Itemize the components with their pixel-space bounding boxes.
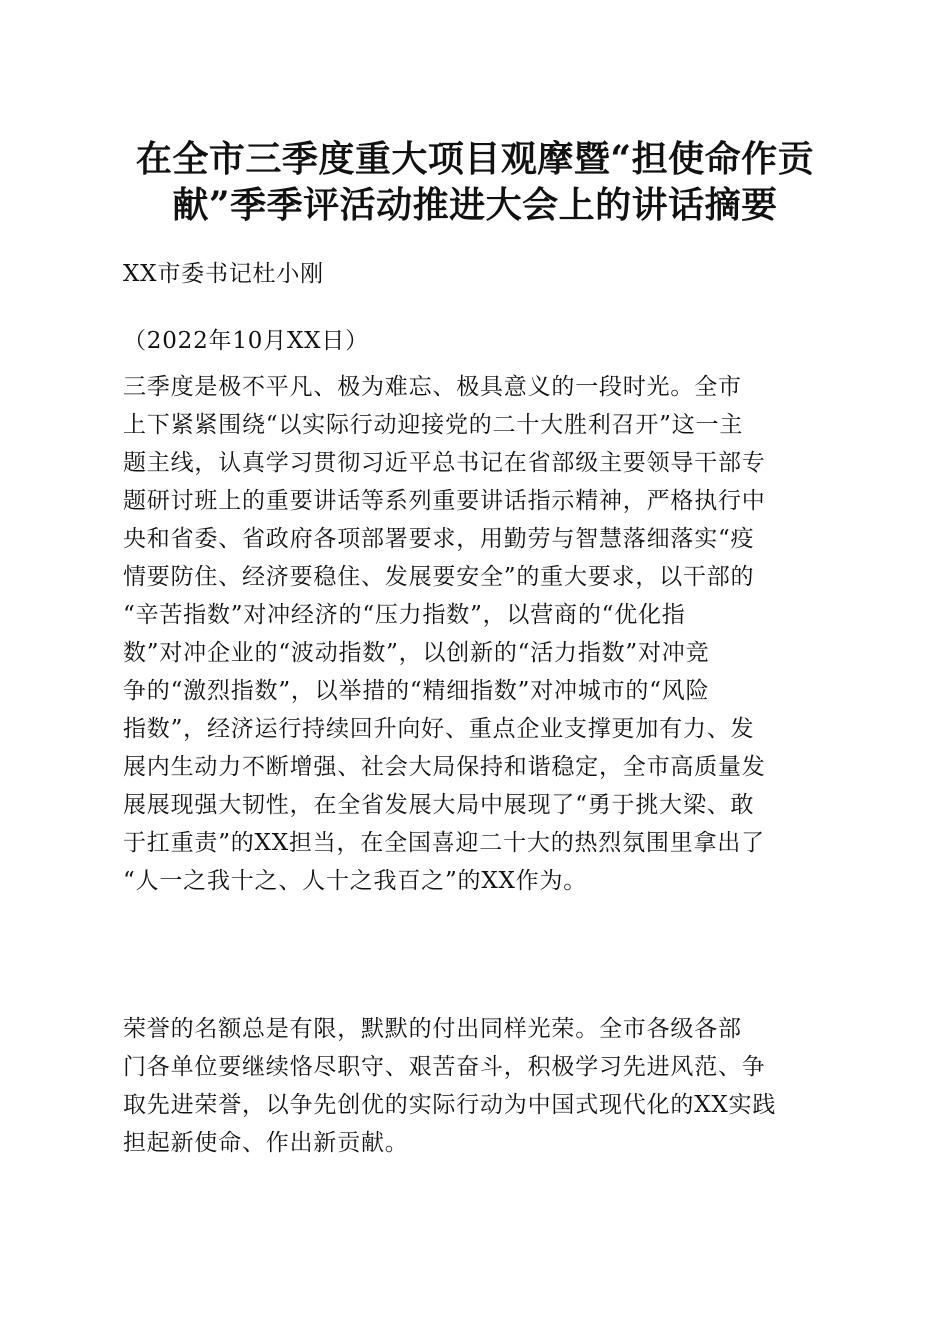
speech-date: （2022年10月XX日） bbox=[123, 328, 369, 354]
paragraph-2-line-1: 荣誉的名额总是有限，默默的付出同样光荣。全市各级各部 bbox=[123, 1016, 742, 1042]
paragraph-2-line-4: 担起新使命、作出新贡献。 bbox=[123, 1130, 409, 1156]
paragraph-1-line-4: 题研讨班上的重要讲话等系列重要讲话指示精神，严格执行中 bbox=[123, 488, 766, 514]
paragraph-1-line-13: 于扛重责”的XX担当，在全国喜迎二十大的热烈氛围里拿出了 bbox=[123, 830, 765, 856]
paragraph-1-line-5: 央和省委、省政府各项部署要求，用勤劳与智慧落细落实“疫 bbox=[123, 526, 755, 552]
author-byline: XX市委书记杜小刚 bbox=[123, 261, 324, 287]
paragraph-2-line-3: 取先进荣誉，以争先创优的实际行动为中国式现代化的XX实践 bbox=[123, 1092, 777, 1118]
paragraph-2 bbox=[123, 1010, 827, 1162]
title-line-1: 在全市三季度重大项目观摩暨“担使命作贡 bbox=[135, 138, 815, 180]
paragraph-1-line-7: “辛苦指数”对冲经济的“压力指数”，以营商的“优化指 bbox=[123, 602, 686, 628]
paragraph-1-line-11: 展内生动力不断增强、社会大局保持和谐稳定，全市高质量发 bbox=[123, 754, 766, 780]
paragraph-1-line-8: 数”对冲企业的“波动指数”，以创新的“活力指数”对冲竞 bbox=[123, 640, 710, 666]
paragraph-1-line-12: 展展现强大韧性，在全省发展大局中展现了“勇于挑大梁、敢 bbox=[123, 792, 755, 818]
paragraph-1-line-2: 上下紧紧围绕“以实际行动迎接党的二十大胜利召开”这一主 bbox=[123, 412, 744, 438]
paragraph-1-line-3: 题主线，认真学习贯彻习近平总书记在省部级主要领导干部专 bbox=[123, 450, 766, 476]
paragraph-1-line-1: 三季度是极不平凡、极为难忘、极具意义的一段时光。全市 bbox=[123, 374, 742, 400]
paragraph-1-line-6: 情要防住、经济要稳住、发展要安全”的重大要求，以干部的 bbox=[123, 564, 755, 590]
paragraph-1 bbox=[123, 368, 827, 900]
paragraph-1-line-14: “人一之我十之、人十之我百之”的XX作为。 bbox=[123, 868, 588, 894]
paragraph-1-line-9: 争的“激烈指数”，以举措的“精细指数”对冲城市的“风险 bbox=[123, 678, 710, 704]
paragraph-1-line-10: 指数”，经济运行持续回升向好、重点企业支撑更加有力、发 bbox=[123, 716, 755, 742]
title-line-2: 献”季季评活动推进大会上的讲话摘要 bbox=[172, 184, 778, 226]
paragraph-2-line-2: 门各单位要继续恪尽职守、艰苦奋斗，积极学习先进风范、争 bbox=[123, 1054, 766, 1080]
document-title bbox=[118, 136, 832, 228]
